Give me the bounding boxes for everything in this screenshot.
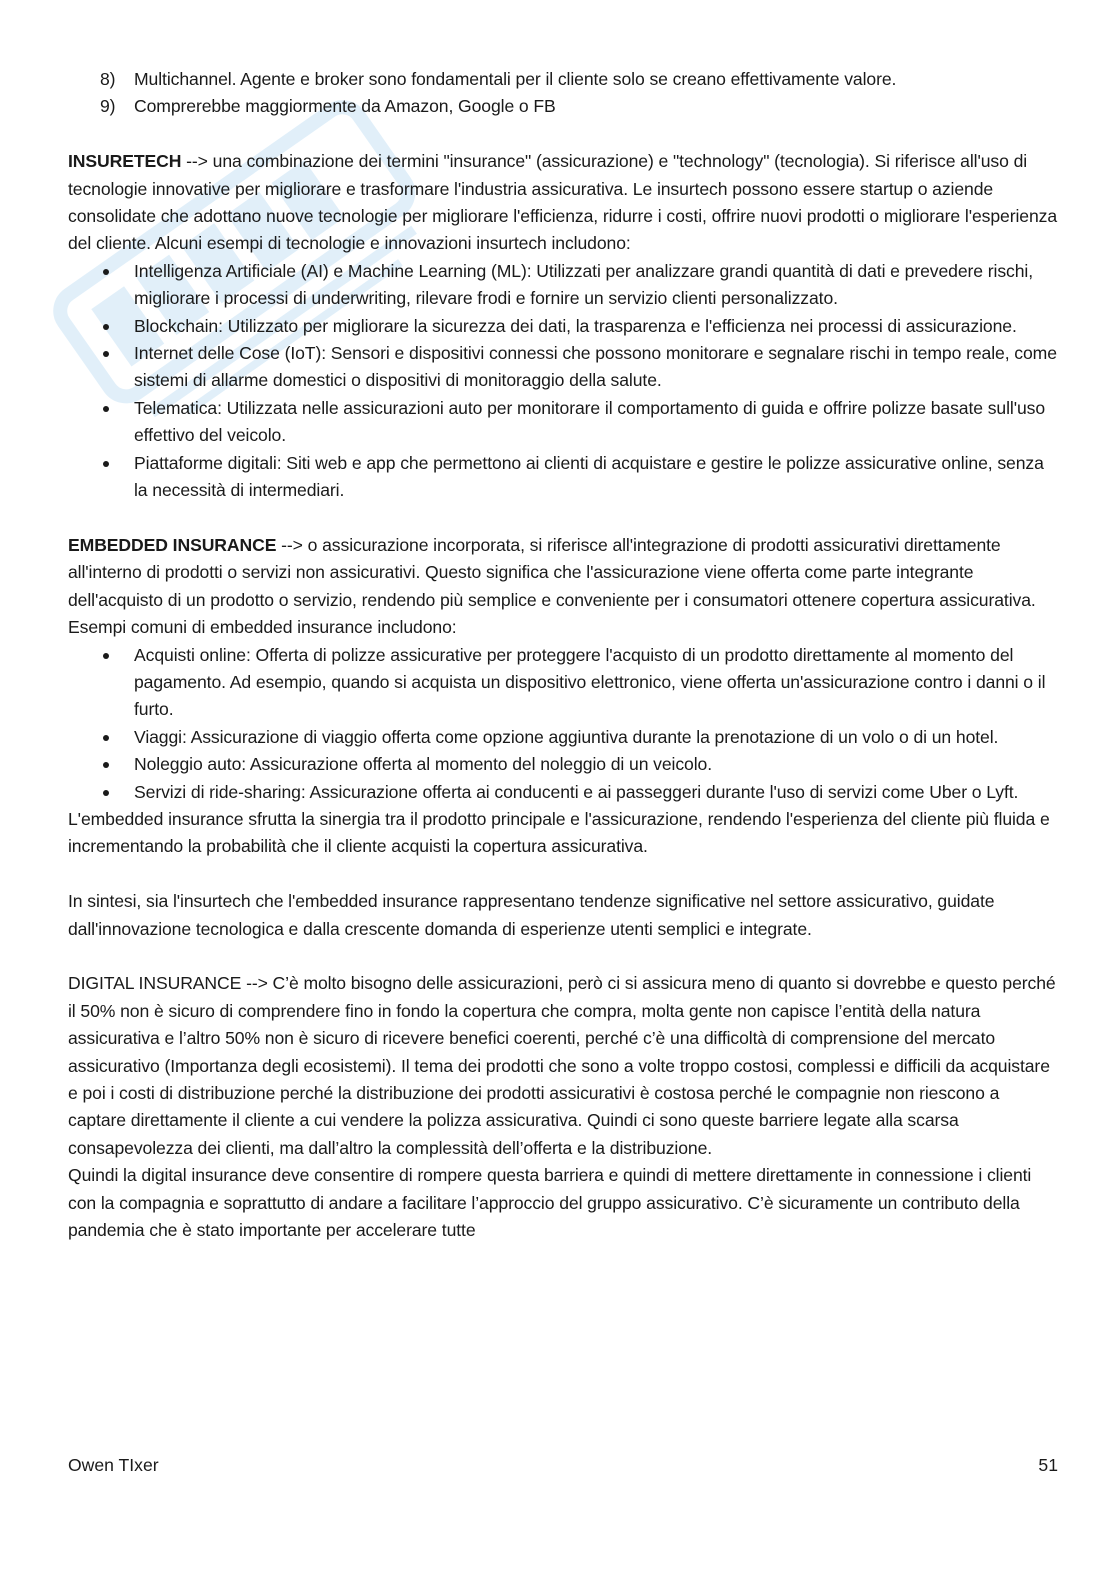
list-item — [68, 258, 1058, 313]
embedded-paragraph — [68, 532, 1058, 642]
digital-insurance-paragraph-2: Quindi la digital insurance deve consentire di rompere questa barriera e quindi di mettere direttamente in connessione i clienti con la compagnia e soprattutto di andare a facilitare l’approccio del gruppo assicurativo. C’è sicuramente un contributo della pandemia che è stato importante per accelerare tutte — [68, 1165, 1032, 1240]
list-item — [68, 751, 1058, 778]
bullet-icon — [103, 461, 109, 467]
document-body — [68, 66, 1058, 1244]
list-item — [68, 395, 1058, 450]
list-item-text: Viaggi: Assicurazione di viaggio offerta come opzione aggiuntiva durante la prenotazione di un volo o di un hotel. — [134, 726, 999, 747]
bullet-icon — [103, 762, 109, 768]
list-item — [68, 450, 1058, 505]
bullet-icon — [103, 324, 109, 330]
list-item — [68, 93, 1058, 120]
digital-insurance-paragraph: DIGITAL INSURANCE --> C’è molto bisogno delle assicurazioni, però ci si assicura meno di quanto si dovrebbe e questo perché il 50% non è sicuro di comprendere fino in fondo la copertura che compra, molta gente non capisce l’entità della natura assicurativa e l’altro 50% non è sicuro di ricevere benefici coerenti, perché c’è una difficoltà di comprensione del mercato assicurativo (Importanza degli ecosistemi). Il tema dei prodotti che sono a volte troppo costosi, complessi e difficili da acquistare e poi i costi di distribuzione perché la distribuzione dei prodotti assicurativi è costosa perché le compagnie non riescono a captare direttamente il cliente a cui vendere la polizza assicurativa. Quindi ci sono queste barriere legate alla scarsa consapevolezza dei clienti, ma dall’altro la complessità dell’offerta e la distribuzione. — [68, 973, 1056, 1158]
embedded-bullet-list — [68, 642, 1058, 806]
list-item-text: Intelligenza Artificiale (AI) e Machine Learning (ML): Utilizzati per analizzare grandi quantità di dati e prevedere rischi, migliorare i processi di underwriting, rilevare frodi e fornire un servizio clienti personalizzato. — [134, 260, 1034, 309]
bullet-icon — [103, 653, 109, 659]
list-item-text: Piattaforme digitali: Siti web e app che permettono ai clienti di acquistare e gestire le polizze assicurative online, senza la necessità di intermediari. — [134, 452, 1044, 501]
page-number: 51 — [1038, 1455, 1058, 1475]
bullet-icon — [103, 351, 109, 357]
list-item-text: Comprerebbe maggiormente da Amazon, Google o FB — [134, 96, 556, 117]
list-item-number: 8) — [100, 69, 116, 89]
embedded-closing-paragraph: L'embedded insurance sfrutta la sinergia tra il prodotto principale e l'assicurazione, rendendo l'esperienza del cliente più fluida e incrementando la probabilità che il cliente acquisti la copertura assicurativa. — [68, 808, 1050, 857]
insuretech-bullet-list — [68, 258, 1058, 505]
list-item — [68, 313, 1058, 340]
list-item-text: Multichannel. Agente e broker sono fondamentali per il cliente solo se creano effettivamente valore. — [134, 69, 897, 89]
list-item-number: 9) — [100, 96, 116, 117]
list-item — [68, 779, 1058, 806]
list-item-text: Noleggio auto: Assicurazione offerta al momento del noleggio di un veicolo. — [134, 754, 713, 775]
bullet-icon — [103, 735, 109, 741]
insuretech-definition: --> una combinazione dei termini "insurance" (assicurazione) e "technology" (tecnologia). Si riferisce all'uso di tecnologie innovative per migliorare e trasformare l'industria assicurativa. Le insurtech possono essere startup o aziende consolidate che adottano nuove tecnologie per migliorare l'efficienza, ridurre i costi, offrire nuovi prodotti o migliorare l'esperienza del cliente. Alcuni esempi di tecnologie e innovazioni insurtech includono: — [68, 151, 1058, 254]
list-item-text: Internet delle Cose (IoT): Sensori e dispositivi connessi che possono monitorare e segnalare rischi in tempo reale, come sistemi di allarme domestici o dispositivi di monitoraggio della salute. — [134, 343, 1057, 391]
list-item — [68, 66, 1058, 93]
list-item-text: Telematica: Utilizzata nelle assicurazioni auto per monitorare il comportamento di guida e offrire polizze basate sull'uso effettivo del veicolo. — [134, 397, 1046, 446]
insuretech-term: INSURETECH — [68, 151, 182, 172]
bullet-icon — [103, 406, 109, 412]
list-item — [68, 340, 1058, 395]
insuretech-paragraph — [68, 148, 1058, 258]
list-item-text: Acquisti online: Offerta di polizze assicurative per proteggere l'acquisto di un prodotto direttamente al momento del pagamento. Ad esempio, quando si acquista un dispositivo elettronico, viene offerta un'assicurazione contro i danni o il furto. — [134, 644, 1046, 720]
bullet-icon — [103, 790, 109, 796]
embedded-definition: --> o assicurazione incorporata, si riferisce all'integrazione di prodotti assicurativi direttamente all'interno di prodotti o servizi non assicurativi. Questo significa che l'assicurazione viene offerta come parte integrante dell'acquisto di un prodotto o servizio, rendendo più semplice e conveniente per i consumatori ottenere copertura assicurativa. Esempi comuni di embedded insurance includono: — [68, 534, 1036, 638]
embedded-term: EMBEDDED INSURANCE — [68, 534, 277, 555]
list-item-text: Blockchain: Utilizzato per migliorare la sicurezza dei dati, la trasparenza e l'efficienza nei processi di assicurazione. — [134, 315, 1017, 336]
list-item — [68, 642, 1058, 724]
list-item-text: Servizi di ride-sharing: Assicurazione offerta ai conducenti e ai passeggeri durante l'uso di servizi come Uber o Lyft. — [134, 781, 1019, 802]
list-item — [68, 724, 1058, 751]
summary-paragraph: In sintesi, sia l'insurtech che l'embedded insurance rappresentano tendenze significative nel settore assicurativo, guidate dall'innovazione tecnologica e dalla crescente domanda di esperienze utenti semplici e integrate. — [68, 891, 995, 939]
footer-author: Owen TIxer — [68, 1455, 159, 1475]
bullet-icon — [103, 269, 109, 275]
intro-numbered-list — [68, 66, 1058, 121]
